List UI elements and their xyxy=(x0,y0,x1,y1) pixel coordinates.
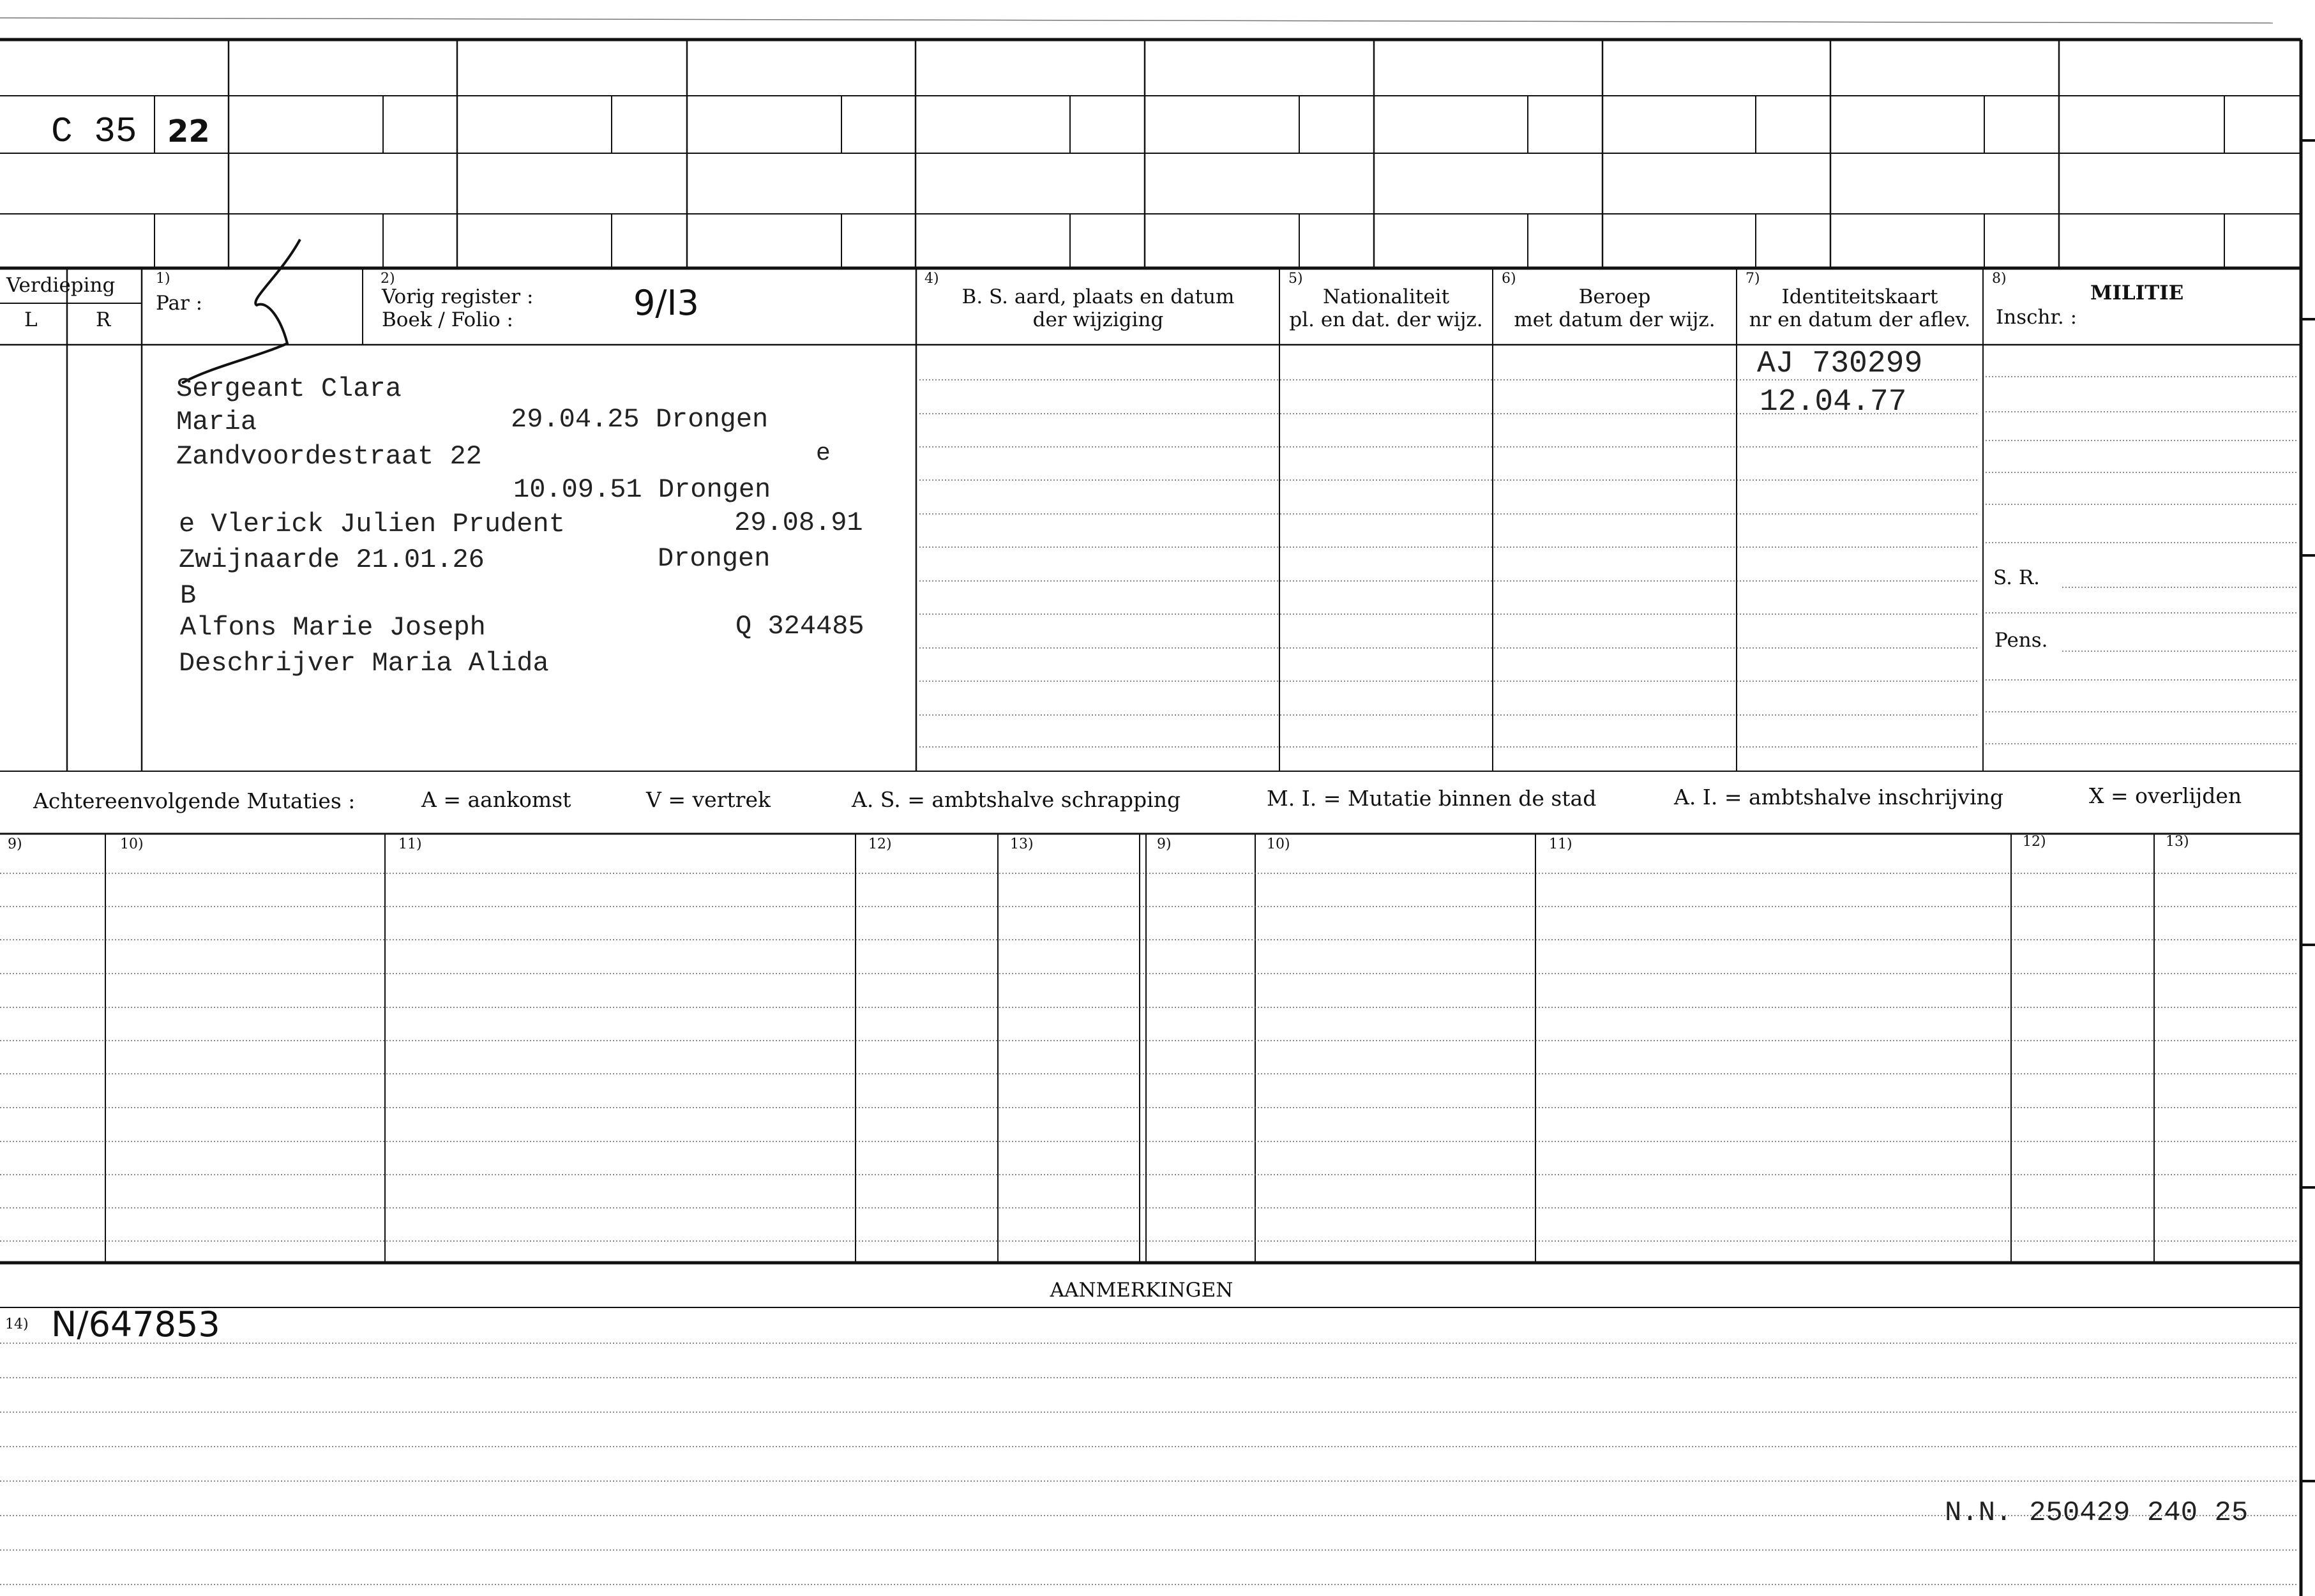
verdieping-r: R xyxy=(96,308,111,331)
col8-number: 8) xyxy=(1992,271,2007,287)
mut-right-col11: 11) xyxy=(1549,836,1572,852)
mut-left-col13: 13) xyxy=(1010,836,1034,852)
col7-line1: Identiteitskaart xyxy=(1781,285,1938,308)
col5-line2: pl. en dat. der wijz. xyxy=(1289,308,1483,331)
person-line2-date: 29.04.25 Drongen xyxy=(511,404,769,435)
militie-sr-label: S. R. xyxy=(1993,566,2040,589)
col5-number: 5) xyxy=(1288,271,1303,287)
verdieping-label: Verdieping xyxy=(6,274,116,297)
identity-card-number: AJ 730299 xyxy=(1757,347,1923,381)
person-line7: B xyxy=(180,580,197,611)
col6-line1: Beroep xyxy=(1578,285,1651,308)
remarks-title: AANMERKINGEN xyxy=(1050,1279,1233,1302)
person-line6-city: Drongen xyxy=(658,543,771,574)
verdieping-l: L xyxy=(24,308,38,331)
legend-v: V = vertrek xyxy=(646,787,771,812)
mut-left-col12: 12) xyxy=(868,836,892,852)
militie-title: MILITIE xyxy=(2090,282,2184,305)
person-line3-mark: e xyxy=(816,440,831,467)
person-line8-code: Q 324485 xyxy=(735,611,864,642)
mut-left-col10: 10) xyxy=(120,836,144,852)
legend-mi: M. I. = Mutatie binnen de stad xyxy=(1267,786,1597,811)
legend-as: A. S. = ambtshalve schrapping xyxy=(852,787,1181,812)
person-line1: Sergeant Clara xyxy=(176,373,402,404)
top-grid-code-2: 22 xyxy=(167,114,210,149)
person-line4: 10.09.51 Drongen xyxy=(513,474,771,505)
identity-card-date: 12.04.77 xyxy=(1760,385,1907,419)
col2-register-value: 9/I3 xyxy=(633,283,699,323)
person-line2-name: Maria xyxy=(176,407,257,437)
col6-line2: met datum der wijz. xyxy=(1514,308,1716,331)
col5-line1: Nationaliteit xyxy=(1322,285,1450,308)
person-line5-name: e Vlerick Julien Prudent xyxy=(179,509,565,539)
col4-line1: B. S. aard, plaats en datum xyxy=(961,285,1235,308)
col1-par-label: Par : xyxy=(156,292,203,315)
col4-number: 4) xyxy=(924,271,939,287)
col2-line1: Vorig register : xyxy=(382,285,534,308)
col6-number: 6) xyxy=(1502,271,1516,287)
legend-x: X = overlijden xyxy=(2089,783,2242,808)
person-line9: Deschrijver Maria Alida xyxy=(179,648,549,679)
col7-line2: nr en datum der aflev. xyxy=(1749,308,1971,331)
legend-title: Achtereenvolgende Mutaties : xyxy=(33,788,356,813)
col1-number: 1) xyxy=(156,271,170,287)
col7-number: 7) xyxy=(1746,271,1760,287)
mut-right-col10: 10) xyxy=(1267,836,1290,852)
top-grid-code-1: C 35 xyxy=(51,111,137,152)
col2-line2: Boek / Folio : xyxy=(382,308,513,331)
person-line5-date: 29.08.91 xyxy=(734,508,863,538)
militie-pens-label: Pens. xyxy=(1995,629,2048,652)
legend-a: A = aankomst xyxy=(421,787,571,812)
col2-number: 2) xyxy=(381,271,395,287)
mut-left-col9: 9) xyxy=(8,836,22,852)
remarks-number: 14) xyxy=(5,1316,29,1332)
legend-ai: A. I. = ambtshalve inschrijving xyxy=(1674,785,2004,809)
person-line6-place: Zwijnaarde 21.01.26 xyxy=(179,545,485,575)
remarks-value: N/647853 xyxy=(51,1304,220,1344)
mut-right-col12: 12) xyxy=(2023,834,2046,850)
mut-right-col13: 13) xyxy=(2166,834,2189,850)
mut-right-col9: 9) xyxy=(1157,836,1172,852)
mut-left-col11: 11) xyxy=(398,836,422,852)
militie-inschr-label: Inschr. : xyxy=(1996,306,2077,329)
person-line3: Zandvoordestraat 22 xyxy=(176,441,482,472)
person-line8-name: Alfons Marie Joseph xyxy=(180,612,486,643)
remarks-nn: N.N. 250429 240 25 xyxy=(1945,1497,2249,1529)
col4-line2: der wijziging xyxy=(1032,308,1164,331)
